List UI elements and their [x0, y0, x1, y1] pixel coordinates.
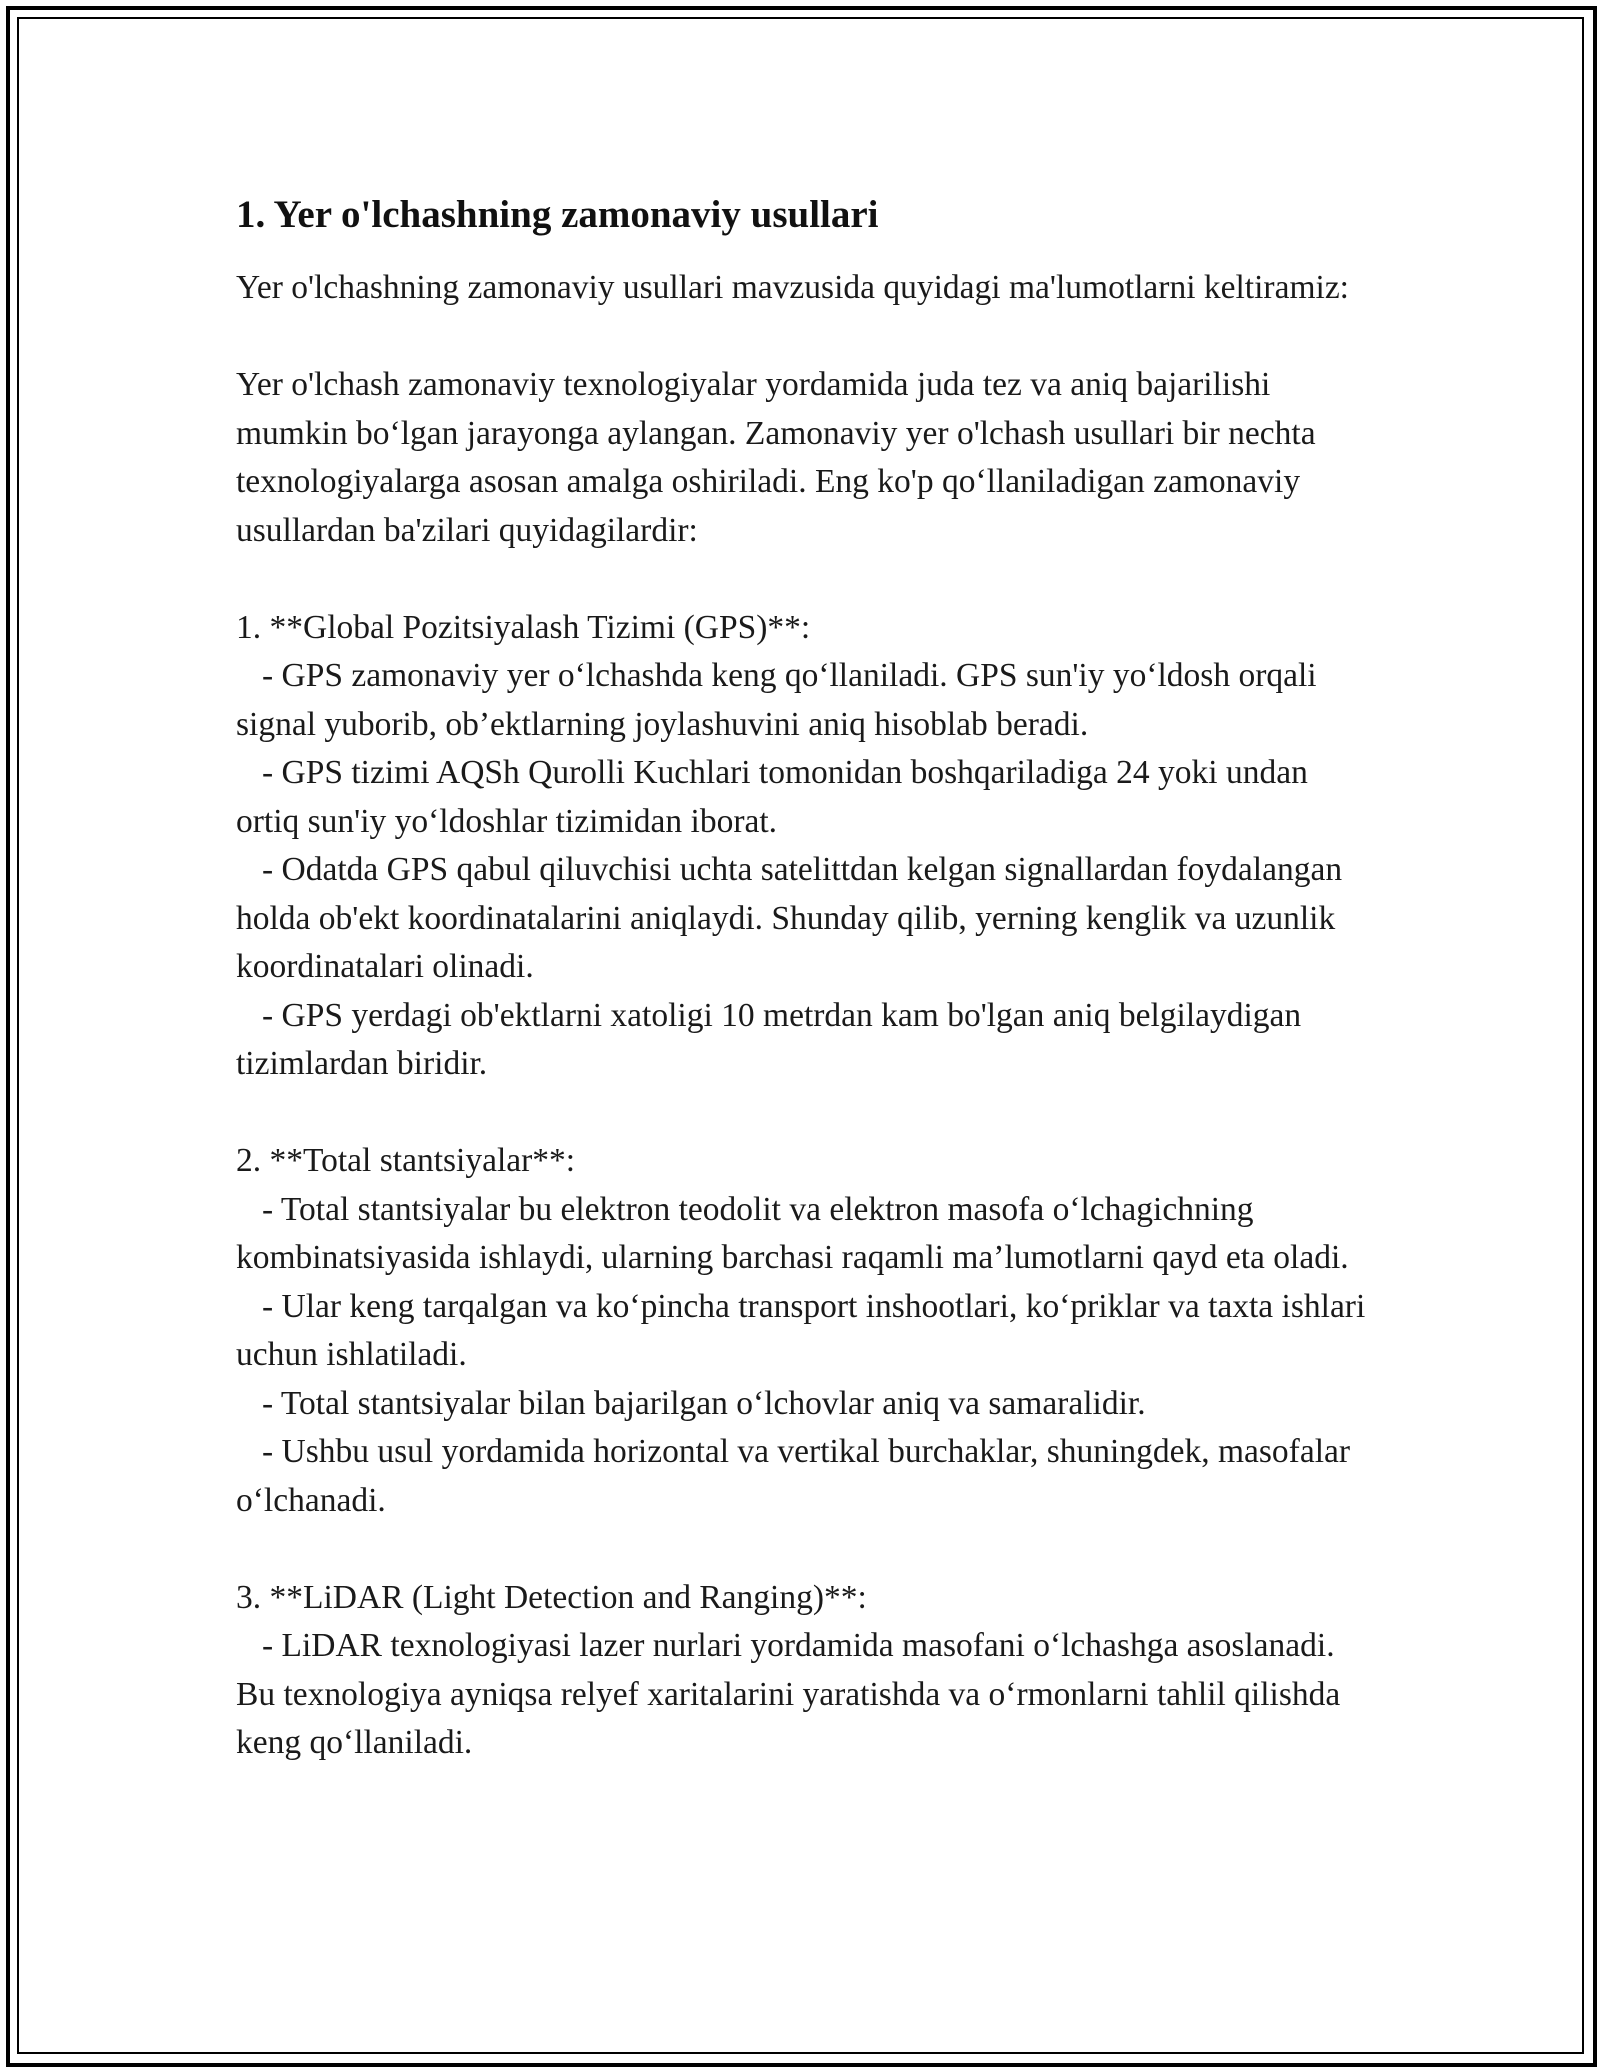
section-lidar	[236, 1574, 1366, 1768]
section-gps	[236, 604, 1366, 1089]
bullet-item: - GPS tizimi AQSh Qurolli Kuchlari tomonidan boshqariladiga 24 yoki undan ortiq sun'iy yo‘ldoshlar tizimidan iborat.	[236, 754, 1308, 840]
document-body	[236, 186, 1366, 1768]
bullet-item: - GPS yerdagi ob'ektlarni xatoligi 10 metrdan kam bo'lgan aniq belgilaydigan tizimlardan biridir.	[236, 996, 1302, 1082]
intro-paragraph: Yer o'lchashning zamonaviy usullari mavzusida quyidagi ma'lumotlarni keltiramiz:	[236, 269, 1349, 306]
paragraph-spacer	[236, 555, 1366, 604]
bullet-item: - Ushbu usul yordamida horizontal va vertikal burchaklar, shuningdek, masofalar o‘lchanadi.	[236, 1433, 1351, 1519]
paragraph-spacer	[236, 1525, 1366, 1574]
section-total-stations	[236, 1137, 1366, 1525]
overview-paragraph: Yer o'lchash zamonaviy texnologiyalar yordamida juda tez va aniq bajarilishi mumkin bo‘lgan jarayonga aylangan. Zamonaviy yer o'lchash usullari bir nechta texnologiyalarga asosan amalga oshiriladi. Eng ko'p qo‘llaniladigan zamonaviy usullardan ba'zilari quyidagilardir:	[236, 366, 1324, 549]
bullet-item: - Odatda GPS qabul qiluvchisi uchta satelittdan kelgan signallardan foydalangan holda ob'ekt koordinatalarini aniqlaydi. Shunday qilib, yerning kenglik va uzunlik koordinatalari olinadi.	[236, 851, 1343, 985]
bullet-item: - GPS zamonaviy yer o‘lchashda keng qo‘llaniladi. GPS sun'iy yo‘ldosh orqali signal yuborib, ob’ektlarning joylashuvini aniq hisoblab beradi.	[236, 657, 1317, 743]
bullet-item: - Total stantsiyalar bu elektron teodolit va elektron masofa o‘lchagichning kombinatsiyasida ishlaydi, ularning barchasi raqamli ma’lumotlarni qayd eta oladi.	[236, 1190, 1349, 1276]
bullet-item: - Total stantsiyalar bilan bajarilgan o‘lchovlar aniq va samaralidir.	[262, 1384, 1146, 1422]
section-heading: 2. **Total stantsiyalar**:	[236, 1142, 576, 1179]
document-title: 1. Yer o'lchashning zamonaviy usullari	[236, 193, 879, 236]
section-heading: 1. **Global Pozitsiyalash Tizimi (GPS)**:	[236, 608, 811, 646]
bullet-item: - LiDAR texnologiyasi lazer nurlari yordamida masofani o‘lchashga asoslanadi. Bu texnologiya ayniqsa relyef xaritalarini yaratishda va o‘rmonlarni tahlil qilishda keng qo‘llaniladi.	[236, 1627, 1341, 1761]
bullet-item: - Ular keng tarqalgan va ko‘pincha transport inshootlari, ko‘priklar va taxta ishlari uchun ishlatiladi.	[236, 1287, 1366, 1373]
paragraph-spacer	[236, 313, 1366, 362]
paragraph-spacer	[236, 1089, 1366, 1138]
section-heading: 3. **LiDAR (Light Detection and Ranging)**:	[236, 1578, 867, 1616]
